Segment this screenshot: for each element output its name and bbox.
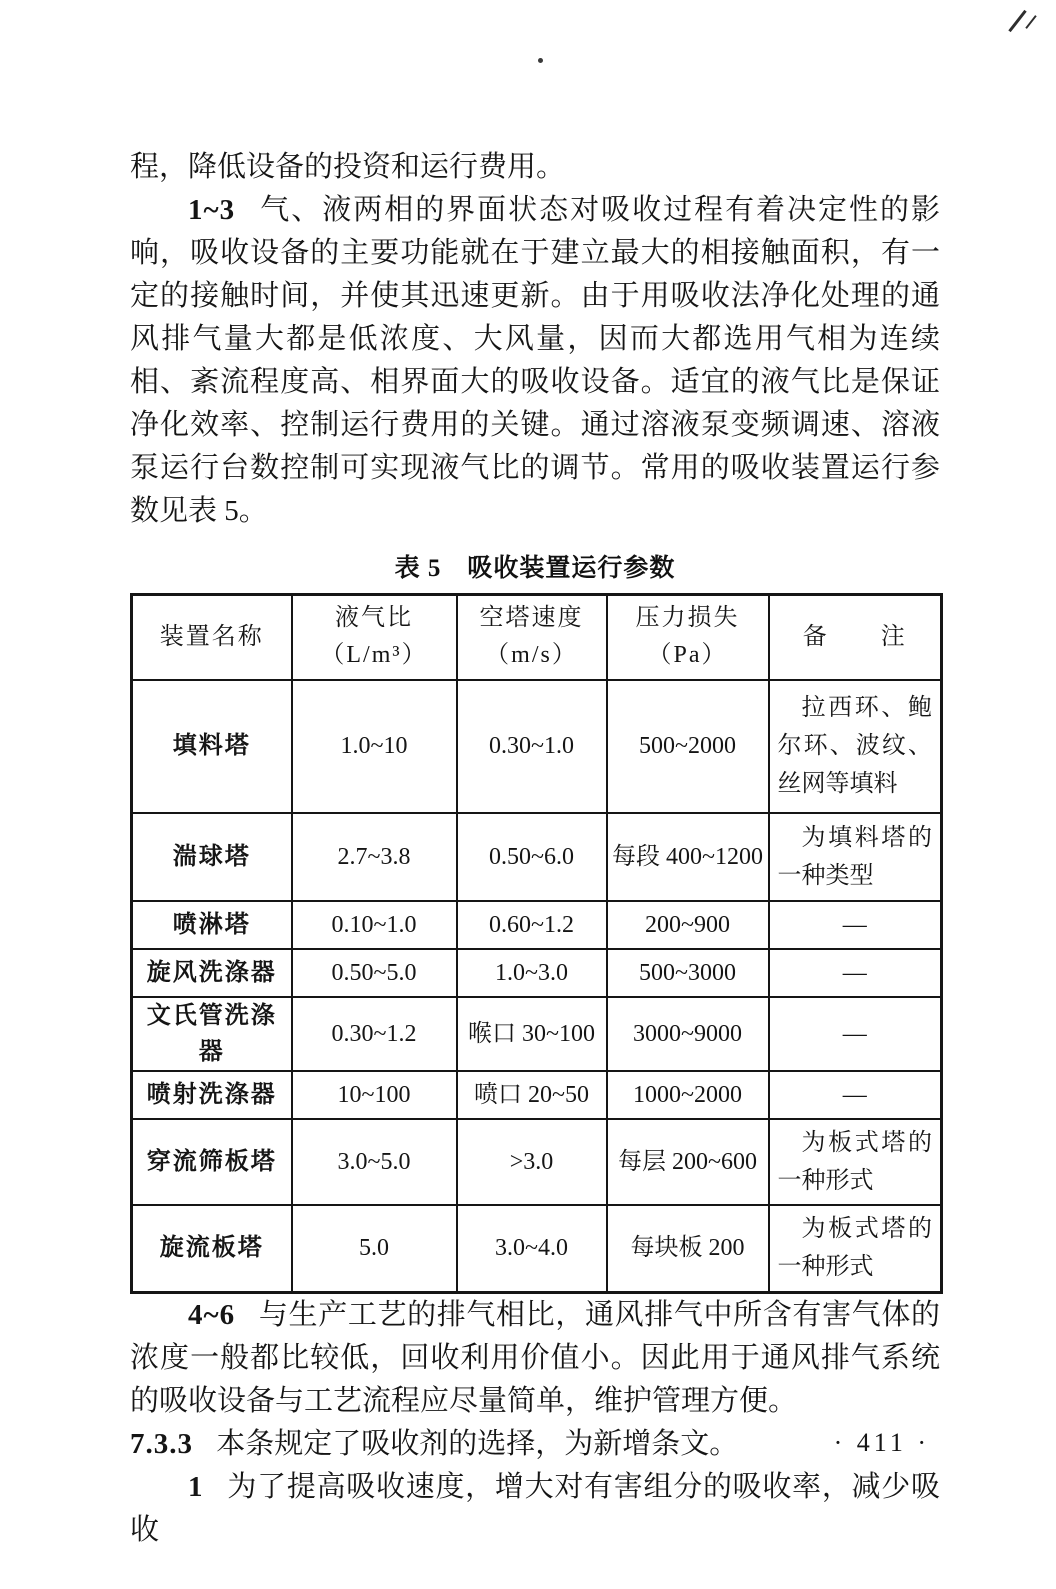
cell-velocity: 3.0~4.0 — [457, 1205, 607, 1293]
header-device-name: 装置名称 — [132, 595, 292, 680]
cell-device: 穿流筛板塔 — [132, 1119, 292, 1205]
cell-remark: 为板式塔的一种形式 — [769, 1119, 942, 1205]
paragraph-continuation: 程，降低设备的投资和运行费用。 — [130, 151, 566, 183]
cell-pressure: 每块板 200 — [607, 1205, 769, 1293]
table-row — [132, 1205, 942, 1293]
cell-pressure: 每段 400~1200 — [607, 813, 769, 901]
table-header-row — [132, 595, 942, 680]
clause-text: 本条规定了吸收剂的选择，为新增条文。 — [216, 1428, 739, 1460]
cell-device: 旋流板塔 — [132, 1205, 292, 1293]
cell-pressure: 3000~9000 — [607, 997, 769, 1071]
cell-ratio: 2.7~3.8 — [292, 813, 457, 901]
scan-artifact — [1008, 10, 1026, 32]
cell-remark: 拉西环、鲍尔环、波纹、丝网等填料 — [769, 680, 942, 813]
header-superficial-velocity — [457, 595, 607, 680]
header-line: （Pa） — [647, 642, 728, 669]
cell-velocity: 1.0~3.0 — [457, 949, 607, 997]
table-row — [132, 949, 942, 997]
cell-remark: — — [769, 1071, 942, 1119]
cell-velocity: 喷口 20~50 — [457, 1071, 607, 1119]
cell-pressure: 1000~2000 — [607, 1071, 769, 1119]
absorption-parameters-table — [130, 593, 943, 1294]
cell-remark: 为板式塔的一种形式 — [769, 1205, 942, 1293]
cell-device: 喷淋塔 — [132, 901, 292, 949]
cell-remark: — — [769, 997, 942, 1071]
table-row — [132, 813, 942, 901]
table-row — [132, 997, 942, 1071]
cell-velocity: 喉口 30~100 — [457, 997, 607, 1071]
scan-artifact — [538, 58, 543, 63]
header-remark: 备 注 — [769, 595, 942, 680]
header-pressure-loss — [607, 595, 769, 680]
page-number: · 411 · — [833, 1428, 930, 1457]
table-row — [132, 901, 942, 949]
clause-text: 气、液两相的界面状态对吸收过程有着决定性的影响，吸收设备的主要功能就在于建立最大的相接触面积，有一定的接触时间，并使其迅速更新。由于用吸收法净化处理的通风排气量大都是低浓度、大风量，因而大都选用气相为连续相、紊流程度高、相界面大的吸收设备。适宜的液气比是保证净化效率、控制运行费用的关键。通过溶液泵变频调速、溶液泵运行台数控制可实现液气比的调节。常用的吸收装置运行参数见表 5。 — [130, 194, 940, 527]
cell-ratio: 0.30~1.2 — [292, 997, 457, 1071]
header-line: 空塔速度 — [479, 605, 584, 632]
cell-ratio: 10~100 — [292, 1071, 457, 1119]
cell-pressure: 200~900 — [607, 901, 769, 949]
cell-ratio: 5.0 — [292, 1205, 457, 1293]
cell-remark: — — [769, 901, 942, 949]
cell-velocity: 0.60~1.2 — [457, 901, 607, 949]
text-block — [130, 146, 940, 1552]
paragraph-item-1 — [130, 1466, 940, 1552]
paragraph-clause-1-3 — [130, 189, 940, 533]
cell-ratio: 0.50~5.0 — [292, 949, 457, 997]
paragraph-clause-4-6 — [130, 1294, 940, 1423]
header-line: （L/m³） — [320, 642, 428, 669]
table-row — [132, 1071, 942, 1119]
table-row — [132, 1119, 942, 1205]
cell-device: 旋风洗涤器 — [132, 949, 292, 997]
cell-pressure: 500~3000 — [607, 949, 769, 997]
cell-velocity: >3.0 — [457, 1119, 607, 1205]
cell-device: 喷射洗涤器 — [132, 1071, 292, 1119]
clause-text: 为了提高吸收速度，增大对有害组分的吸收率，减少吸收 — [130, 1471, 940, 1546]
header-line: 液气比 — [335, 605, 413, 632]
cell-remark: — — [769, 949, 942, 997]
cell-device: 湍球塔 — [132, 813, 292, 901]
clause-text: 与生产工艺的排气相比，通风排气中所含有害气体的浓度一般都比较低，回收利用价值小。因此用于通风排气系统的吸收设备与工艺流程应尽量简单，维护管理方便。 — [130, 1299, 940, 1417]
cell-ratio: 3.0~5.0 — [292, 1119, 457, 1205]
cell-ratio: 0.10~1.0 — [292, 901, 457, 949]
cell-pressure: 500~2000 — [607, 680, 769, 813]
cell-device: 填料塔 — [132, 680, 292, 813]
cell-velocity: 0.30~1.0 — [457, 680, 607, 813]
clause-label: 7.3.3 — [130, 1428, 193, 1460]
cell-device: 文氏管洗涤器 — [132, 997, 292, 1071]
table-row — [132, 680, 942, 813]
header-line: 压力损失 — [635, 605, 740, 632]
clause-label: 1~3 — [188, 194, 236, 226]
table-title: 表 5 吸收装置运行参数 — [394, 555, 676, 582]
cell-pressure: 每层 200~600 — [607, 1119, 769, 1205]
cell-remark: 为填料塔的一种类型 — [769, 813, 942, 901]
header-line: （m/s） — [485, 642, 578, 669]
cell-ratio: 1.0~10 — [292, 680, 457, 813]
cell-velocity: 0.50~6.0 — [457, 813, 607, 901]
clause-label: 4~6 — [188, 1299, 236, 1331]
header-liquid-gas-ratio — [292, 595, 457, 680]
clause-label: 1 — [188, 1471, 204, 1503]
scan-artifact — [1025, 15, 1036, 29]
paragraph-clause-7-3-3 — [130, 1423, 940, 1466]
